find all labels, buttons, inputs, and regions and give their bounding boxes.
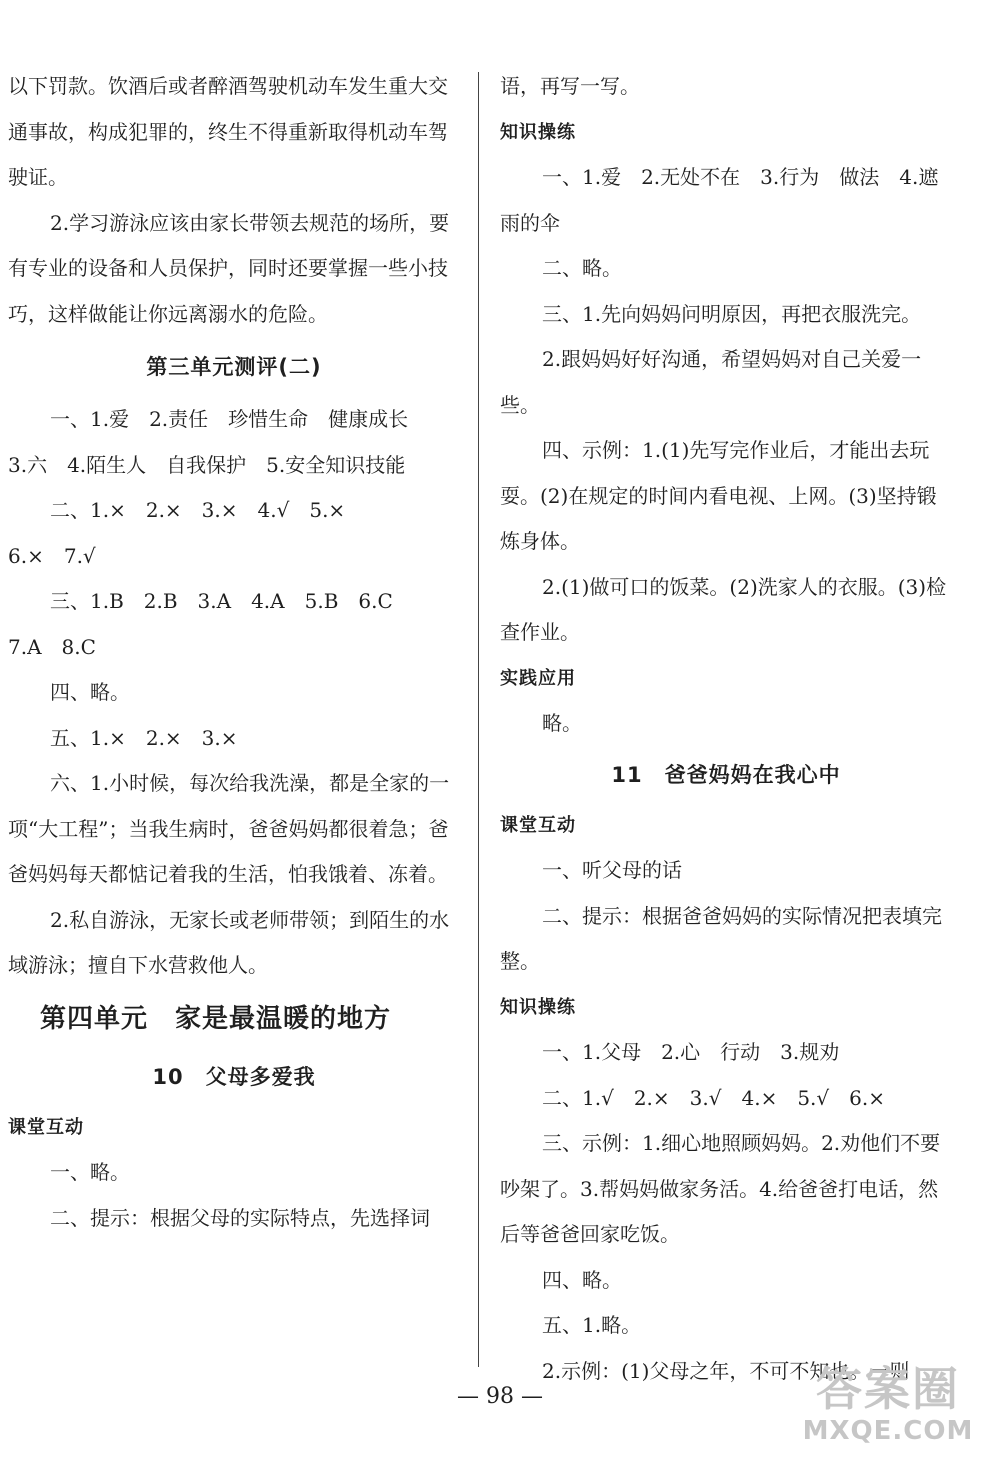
answer-line: 六、1.小时候，每次给我洗澡，都是全家的一项“大工程”；当我生病时，爸爸妈妈都很着急；爸爸妈妈每天都惦记着我的生活，怕我饿着、冻着。 [8, 771, 450, 886]
unit-title: 第四单元 家是最温暖的地方 [40, 1003, 392, 1034]
left-column [8, 64, 460, 1241]
answer-line: 五、1.略。 [542, 1313, 642, 1337]
answer-line: 2.跟妈妈好好沟通，希望妈妈对自己关爱一些。 [500, 347, 922, 417]
answer-line: 二、1.× 2.× 3.× 4.√ 5.× 6.× 7.√ [8, 498, 346, 568]
section-heading: 知识操练 [500, 121, 576, 143]
section-heading: 实践应用 [500, 667, 576, 689]
paragraph: 以下罚款。饮酒后或者醉酒驾驶机动车发生重大交通事故，构成犯罪的，终生不得重新取得机动车驾驶证。 [8, 74, 448, 189]
answer-line: 2.(1)做可口的饭菜。(2)洗家人的衣服。(3)检查作业。 [500, 574, 947, 644]
right-column [500, 64, 952, 1394]
column-divider [478, 72, 479, 1367]
answer-line: 三、1.先向妈妈问明原因，再把衣服洗完。 [542, 301, 922, 326]
answer-line: 一、1.爱 2.责任 珍惜生命 健康成长 3.六 4.陌生人 自我保护 5.安全知识技能 [8, 407, 409, 477]
watermark-logo: 答案圈 [816, 1362, 960, 1416]
section-heading: 课堂互动 [500, 814, 576, 836]
paragraph: 2.学习游泳应该由家长带领去规范的场所，要有专业的设备和人员保护，同时还要掌握一些小技巧，这样做能让你远离溺水的危险。 [8, 210, 450, 326]
answer-line: 2.私自游泳，无家长或老师带领；到陌生的水域游泳；擅自下水营救他人。 [8, 907, 450, 977]
answer-line: 二、提示：根据父母的实际特点，先选择词 [50, 1205, 430, 1230]
answer-line: 三、1.B 2.B 3.A 4.A 5.B 6.C 7.A 8.C [8, 589, 393, 659]
section-heading: 知识操练 [500, 996, 576, 1018]
answer-line: 四、示例：1.(1)先写完作业后，才能出去玩耍。(2)在规定的时间内看电视、上网。(3)坚持锻炼身体。 [500, 438, 937, 553]
answer-line: 四、略。 [50, 680, 130, 704]
answer-line: 二、提示：根据爸爸妈妈的实际情况把表填完整。 [500, 903, 942, 973]
answer-line: 二、1.√ 2.× 3.√ 4.× 5.√ 6.× [542, 1085, 885, 1110]
lesson-title: 11 爸爸妈妈在我心中 [611, 762, 841, 787]
section-heading: 课堂互动 [8, 1116, 84, 1138]
answer-line: 五、1.× 2.× 3.× [50, 725, 238, 750]
answer-line: 二、略。 [542, 256, 622, 280]
unit-test-title: 第三单元测评(二) [146, 355, 322, 379]
page-number: — 98 — [457, 1384, 543, 1409]
watermark [788, 1362, 988, 1454]
answer-line: 三、示例：1.细心地照顾妈妈。2.劝他们不要吵架了。3.帮妈妈做家务活。4.给爸爸打电话，然后等爸爸回家吃饭。 [500, 1131, 941, 1246]
answer-line: 一、略。 [50, 1160, 130, 1184]
answer-line: 一、1.父母 2.心 行动 3.规劝 [542, 1040, 840, 1064]
answer-line: 四、略。 [542, 1267, 622, 1292]
watermark-url: MXQE.COM [802, 1416, 974, 1446]
answer-line: 略。 [542, 711, 582, 735]
answer-line: 2.示例：(1)父母之年，不可不知也。一则 [542, 1358, 910, 1383]
paragraph: 语，再写一写。 [500, 74, 640, 98]
answer-line: 一、1.爱 2.无处不在 3.行为 做法 4.遮雨的伞 [500, 165, 939, 235]
answer-line: 一、听父母的话 [542, 858, 682, 882]
lesson-title: 10 父母多爱我 [152, 1064, 316, 1089]
